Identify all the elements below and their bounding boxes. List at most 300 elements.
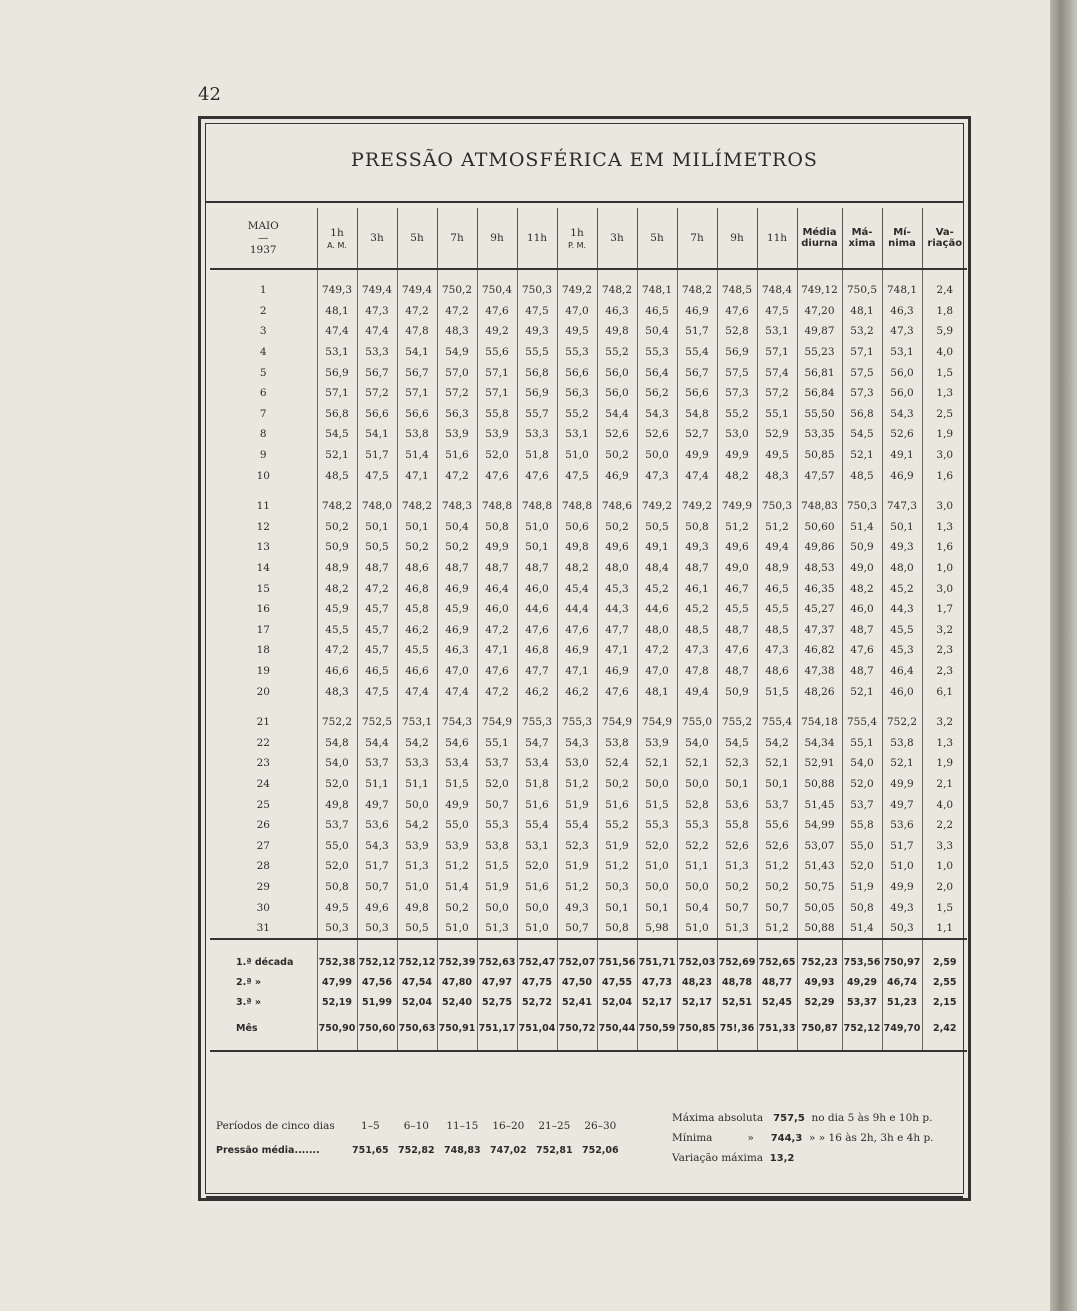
max-header-line1: Má- <box>851 227 873 238</box>
table-cell: 57,0 <box>437 362 477 383</box>
table-cell: 749,4 <box>357 280 397 301</box>
table-cell: 53,8 <box>397 424 437 445</box>
table-cell: 56,8 <box>517 362 557 383</box>
table-cell: 57,1 <box>757 342 797 363</box>
table-cell: 56,7 <box>397 362 437 383</box>
table-cell: 747,3 <box>882 496 922 517</box>
table-cell: 47,4 <box>677 465 717 486</box>
table-cell: 52,0 <box>517 856 557 877</box>
table-cell: 55,8 <box>717 815 757 836</box>
table-cell: 51,3 <box>397 856 437 877</box>
table-cell: 47,57 <box>797 465 842 486</box>
table-cell: 52,1 <box>842 445 882 466</box>
table-cell: 48,1 <box>637 681 677 702</box>
table-cell: 54,0 <box>842 753 882 774</box>
table-cell: 748,6 <box>597 496 637 517</box>
table-cell: 51,6 <box>437 445 477 466</box>
day-row <box>210 856 967 877</box>
day-row <box>210 712 967 733</box>
table-cell: 47,2 <box>437 301 477 322</box>
hour-header <box>637 208 677 269</box>
day-row <box>210 681 967 702</box>
spacer-cell <box>717 269 757 280</box>
hour-period: A. M. <box>327 240 347 250</box>
spacer-cell <box>477 939 517 952</box>
table-cell: 51,2 <box>717 517 757 538</box>
spacer-cell <box>357 702 397 712</box>
table-cell: 48,2 <box>317 578 357 599</box>
spacer-cell <box>922 939 967 952</box>
table-cell: 47,5 <box>557 465 597 486</box>
table-cell: 46,35 <box>797 578 842 599</box>
hour-label: 5h <box>410 232 424 244</box>
table-cell: 50,1 <box>597 897 637 918</box>
max-value: 757,5 <box>773 1113 805 1124</box>
table-cell: 52,1 <box>757 753 797 774</box>
table-cell: 50,88 <box>797 918 842 940</box>
table-cell: 48,5 <box>677 620 717 641</box>
day-row <box>210 732 967 753</box>
table-cell: 52,8 <box>677 794 717 815</box>
table-cell: 55,2 <box>557 404 597 425</box>
table-cell: 47,3 <box>677 640 717 661</box>
table-cell: 51,6 <box>517 794 557 815</box>
table-cell: 45,27 <box>797 599 842 620</box>
table-cell: 50,7 <box>717 897 757 918</box>
table-cell: 753,1 <box>397 712 437 733</box>
table-cell: 50,0 <box>517 897 557 918</box>
table-cell: 51,45 <box>797 794 842 815</box>
mean-header-line2: diurna <box>801 238 838 249</box>
table-cell: 50,4 <box>637 321 677 342</box>
table-cell: 45,8 <box>397 599 437 620</box>
table-cell: 51,0 <box>517 918 557 940</box>
table-cell: 52,6 <box>597 424 637 445</box>
day-row <box>210 794 967 815</box>
table-cell: 752,5 <box>357 712 397 733</box>
spacer-row <box>210 702 967 712</box>
table-cell: 56,81 <box>797 362 842 383</box>
table-cell: 49,9 <box>882 774 922 795</box>
table-cell: 49,8 <box>397 897 437 918</box>
table-cell: 47,8 <box>677 661 717 682</box>
table-cell: 754,18 <box>797 712 842 733</box>
table-cell: 750,3 <box>517 280 557 301</box>
table-cell: 2,15 <box>922 992 967 1012</box>
table-cell: 49,6 <box>357 897 397 918</box>
spacer-cell <box>757 939 797 952</box>
table-cell: 48,2 <box>557 558 597 579</box>
table-cell: 748,2 <box>317 496 357 517</box>
row-label: 24 <box>256 777 270 790</box>
table-cell: 56,9 <box>517 383 557 404</box>
table-cell: 47,50 <box>557 972 597 992</box>
spacer-cell <box>922 486 967 496</box>
row-label: 11 <box>256 500 270 513</box>
spacer-cell <box>842 269 882 280</box>
table-cell: 750,60 <box>357 1012 397 1044</box>
table-cell: 53,0 <box>557 753 597 774</box>
spacer-cell <box>717 702 757 712</box>
day-row <box>210 404 967 425</box>
day-row <box>210 445 967 466</box>
table-cell: 45,3 <box>597 578 637 599</box>
table-cell: 51,0 <box>437 918 477 940</box>
spacer-cell <box>477 702 517 712</box>
min-value: 744,3 <box>770 1133 803 1144</box>
row-label: 2 <box>259 304 267 317</box>
table-cell: 47,2 <box>357 578 397 599</box>
row-label: 31 <box>256 922 270 935</box>
table-cell: 49,3 <box>517 321 557 342</box>
table-cell: 49,93 <box>797 972 842 992</box>
row-label: 14 <box>256 562 270 575</box>
table-cell: 53,35 <box>797 424 842 445</box>
table-cell: 755,4 <box>842 712 882 733</box>
table-cell: 50,2 <box>757 877 797 898</box>
table-cell: 48,1 <box>317 301 357 322</box>
period-pressure: 752,81 <box>535 1145 573 1156</box>
table-cell: 50,2 <box>437 537 477 558</box>
row-label: 7 <box>259 407 267 420</box>
table-cell: 46,2 <box>517 681 557 702</box>
table-cell: 4,0 <box>922 342 967 363</box>
bottom-rule <box>206 1196 963 1198</box>
table-cell: 750,90 <box>317 1012 357 1044</box>
table-cell: 48,1 <box>842 301 882 322</box>
row-label: 23 <box>256 757 270 770</box>
min-line <box>672 1132 934 1144</box>
table-cell: 50,0 <box>637 774 677 795</box>
table-cell: 57,2 <box>437 383 477 404</box>
table-cell: 48,7 <box>842 620 882 641</box>
table-cell: 56,3 <box>557 383 597 404</box>
table-cell: 51,5 <box>437 774 477 795</box>
table-cell: 1,9 <box>922 753 967 774</box>
spacer-cell <box>637 702 677 712</box>
spacer-cell <box>437 702 477 712</box>
day-row <box>210 465 967 486</box>
table-cell: 50,2 <box>597 517 637 538</box>
table-cell: 51,2 <box>757 517 797 538</box>
table-cell: 48,0 <box>637 620 677 641</box>
table-cell: 45,2 <box>677 599 717 620</box>
table-cell: 56,2 <box>637 383 677 404</box>
table-cell: 45,7 <box>357 599 397 620</box>
max-header-line2: xima <box>848 238 876 249</box>
row-label: 3 <box>259 325 267 338</box>
variation-value: 13,2 <box>769 1153 795 1164</box>
table-cell: 5,98 <box>637 918 677 940</box>
table-cell: 51,6 <box>517 877 557 898</box>
table-cell: 50,9 <box>317 537 357 558</box>
table-cell: 50,0 <box>677 877 717 898</box>
variation-header <box>922 208 967 269</box>
table-cell: 748,4 <box>757 280 797 301</box>
spacer-cell <box>437 939 477 952</box>
table-cell: 52,6 <box>757 835 797 856</box>
spacer-cell <box>677 486 717 496</box>
table-cell: 54,7 <box>517 732 557 753</box>
row-label: 6 <box>259 387 267 400</box>
table-cell: 45,7 <box>357 640 397 661</box>
spacer-cell <box>842 702 882 712</box>
table-cell: 48,9 <box>317 558 357 579</box>
table-cell: 53,8 <box>597 732 637 753</box>
table-cell: 51,2 <box>757 856 797 877</box>
table-cell: 52,91 <box>797 753 842 774</box>
table-cell: 45,4 <box>557 578 597 599</box>
table-cell: 48,77 <box>757 972 797 992</box>
table-frame-inner <box>205 123 964 1194</box>
table-cell: 47,6 <box>597 681 637 702</box>
table-cell: 753,56 <box>842 952 882 972</box>
table-cell: 47,6 <box>842 640 882 661</box>
table-cell: 53,9 <box>437 835 477 856</box>
hour-label: 1h <box>570 226 584 239</box>
table-cell: 46,6 <box>397 661 437 682</box>
hour-label: 11h <box>766 232 788 244</box>
table-cell: 49,7 <box>357 794 397 815</box>
table-cell: 52,1 <box>842 681 882 702</box>
table-cell: 54,5 <box>842 424 882 445</box>
min-ditto: » <box>747 1132 754 1144</box>
table-cell: 751,33 <box>757 1012 797 1044</box>
row-label: 3.ª » <box>236 996 262 1008</box>
table-cell: 48,23 <box>677 972 717 992</box>
table-cell: 56,6 <box>557 362 597 383</box>
table-cell: 748,5 <box>717 280 757 301</box>
spacer-cell <box>882 702 922 712</box>
table-cell: 1,3 <box>922 732 967 753</box>
spacer-cell <box>317 486 357 496</box>
table-cell: 46,8 <box>517 640 557 661</box>
table-cell: 50,7 <box>757 897 797 918</box>
table-cell: 51,2 <box>597 856 637 877</box>
table-cell: 48,7 <box>357 558 397 579</box>
table-cell: 50,9 <box>842 537 882 558</box>
table-cell: 49,6 <box>597 537 637 558</box>
spacer-cell <box>882 1044 922 1051</box>
table-cell: 1,1 <box>922 918 967 940</box>
table-cell: 52,8 <box>717 321 757 342</box>
table-cell: 51,2 <box>757 918 797 940</box>
table-cell: 2,2 <box>922 815 967 836</box>
table-cell: 57,1 <box>842 342 882 363</box>
table-cell: 49,2 <box>477 321 517 342</box>
spacer-cell <box>210 939 317 952</box>
table-cell: 51,4 <box>842 918 882 940</box>
variation-header-line1: Va- <box>935 227 954 238</box>
day-row <box>210 424 967 445</box>
period-range: 1–5 <box>361 1120 380 1132</box>
table-cell: 1,3 <box>922 383 967 404</box>
table-cell: 52,0 <box>317 856 357 877</box>
table-cell: 55,3 <box>477 815 517 836</box>
table-cell: 53,7 <box>357 753 397 774</box>
table-cell: 46,9 <box>437 578 477 599</box>
table-cell: 752,2 <box>317 712 357 733</box>
table-cell: 49,4 <box>677 681 717 702</box>
header-row <box>210 208 967 269</box>
hour-label: 7h <box>690 232 704 244</box>
min-when: » » 16 às 2h, 3h e 4h p. <box>809 1132 934 1144</box>
table-cell: 1,6 <box>922 465 967 486</box>
table-cell: 47,1 <box>397 465 437 486</box>
hour-header <box>677 208 717 269</box>
hour-label: 1h <box>330 226 344 239</box>
spacer-cell <box>597 269 637 280</box>
table-cell: 52,17 <box>637 992 677 1012</box>
table-cell: 51,1 <box>677 856 717 877</box>
table-cell: 51,7 <box>677 321 717 342</box>
table-cell: 53,1 <box>557 424 597 445</box>
max-when: no dia 5 às 9h e 10h p. <box>811 1112 933 1124</box>
table-cell: 49,8 <box>557 537 597 558</box>
min-header-line2: nima <box>888 238 916 249</box>
spacer-cell <box>357 486 397 496</box>
table-cell: 3,0 <box>922 496 967 517</box>
table-cell: 53,2 <box>842 321 882 342</box>
table-cell: 750,3 <box>757 496 797 517</box>
table-cell: 51,99 <box>357 992 397 1012</box>
table-cell: 46,0 <box>882 681 922 702</box>
table-cell: 47,8 <box>397 321 437 342</box>
table-cell: 752,39 <box>437 952 477 972</box>
table-cell: 55,6 <box>477 342 517 363</box>
table-cell: 51,2 <box>557 774 597 795</box>
table-cell: 49,7 <box>882 794 922 815</box>
table-cell: 748,2 <box>677 280 717 301</box>
spacer-row <box>210 1044 967 1051</box>
table-cell: 51,3 <box>477 918 517 940</box>
table-cell: 56,4 <box>637 362 677 383</box>
table-cell: 47,6 <box>717 640 757 661</box>
table-cell: 47,5 <box>757 301 797 322</box>
period-range: 6–10 <box>403 1120 429 1132</box>
table-cell: 52,0 <box>477 774 517 795</box>
table-cell: 752,65 <box>757 952 797 972</box>
table-cell: 47,6 <box>557 620 597 641</box>
table-cell: 51,9 <box>597 835 637 856</box>
spacer-cell <box>437 1044 477 1051</box>
table-cell: 57,3 <box>842 383 882 404</box>
day-row <box>210 578 967 599</box>
table-cell: 748,1 <box>637 280 677 301</box>
table-cell: 47,6 <box>477 661 517 682</box>
table-cell: 44,6 <box>637 599 677 620</box>
table-cell: 53,4 <box>517 753 557 774</box>
book-gutter <box>1050 0 1077 1311</box>
hour-header <box>397 208 437 269</box>
spacer-cell <box>797 269 842 280</box>
spacer-cell <box>842 1044 882 1051</box>
table-cell: 752,38 <box>317 952 357 972</box>
table-cell: 47,1 <box>557 661 597 682</box>
table-cell: 55,3 <box>637 342 677 363</box>
table-cell: 50,8 <box>477 517 517 538</box>
table-cell: 1,9 <box>922 424 967 445</box>
table-cell: 54,6 <box>437 732 477 753</box>
spacer-cell <box>517 269 557 280</box>
spacer-cell <box>317 702 357 712</box>
spacer-cell <box>517 939 557 952</box>
table-cell: 752,03 <box>677 952 717 972</box>
table-cell: 755,3 <box>557 712 597 733</box>
table-cell: 752,07 <box>557 952 597 972</box>
title-rule <box>206 201 963 203</box>
spacer-cell <box>597 939 637 952</box>
table-cell: 52,3 <box>557 835 597 856</box>
table-cell: 52,1 <box>637 753 677 774</box>
table-cell: 45,5 <box>317 620 357 641</box>
table-cell: 56,7 <box>677 362 717 383</box>
table-cell: 748,2 <box>597 280 637 301</box>
table-cell: 55,4 <box>677 342 717 363</box>
spacer-cell <box>557 702 597 712</box>
variation-line <box>672 1152 794 1164</box>
table-cell: 752,69 <box>717 952 757 972</box>
table-cell: 47,6 <box>477 301 517 322</box>
table-cell: 47,6 <box>517 620 557 641</box>
table-cell: 50,1 <box>717 774 757 795</box>
spacer-cell <box>317 269 357 280</box>
table-cell: 3,2 <box>922 620 967 641</box>
table-cell: 54,3 <box>557 732 597 753</box>
table-cell: 56,0 <box>597 362 637 383</box>
row-label: 1.ª década <box>236 956 294 968</box>
table-cell: 752,63 <box>477 952 517 972</box>
table-cell: 2,3 <box>922 640 967 661</box>
spacer-cell <box>797 1044 842 1051</box>
table-cell: 51,0 <box>517 517 557 538</box>
spacer-cell <box>357 269 397 280</box>
table-cell: 48,53 <box>797 558 842 579</box>
table-cell: 52,7 <box>677 424 717 445</box>
table-cell: 55,6 <box>757 815 797 836</box>
spacer-cell <box>357 939 397 952</box>
table-cell: 2,0 <box>922 877 967 898</box>
table-cell: 46,3 <box>882 301 922 322</box>
table-cell: 752,12 <box>397 952 437 972</box>
table-cell: 46,9 <box>597 661 637 682</box>
table-cell: 54,3 <box>357 835 397 856</box>
spacer-cell <box>437 486 477 496</box>
table-cell: 44,6 <box>517 599 557 620</box>
max-label: Máxima absoluta <box>672 1112 764 1124</box>
table-cell: 54,1 <box>397 342 437 363</box>
table-frame <box>198 116 971 1201</box>
spacer-cell <box>757 269 797 280</box>
day-row <box>210 897 967 918</box>
table-cell: 48,7 <box>437 558 477 579</box>
spacer-cell <box>677 1044 717 1051</box>
day-row <box>210 918 967 940</box>
day-row <box>210 280 967 301</box>
table-cell: 44,3 <box>882 599 922 620</box>
table-cell: 51,5 <box>757 681 797 702</box>
spacer-cell <box>757 486 797 496</box>
day-row <box>210 301 967 322</box>
table-cell: 55,4 <box>557 815 597 836</box>
spacer-cell <box>317 1044 357 1051</box>
table-cell: 750,4 <box>477 280 517 301</box>
spacer-cell <box>882 486 922 496</box>
table-cell: 2,5 <box>922 404 967 425</box>
table-cell: 47,2 <box>637 640 677 661</box>
table-cell: 754,3 <box>437 712 477 733</box>
table-cell: 55,2 <box>597 815 637 836</box>
